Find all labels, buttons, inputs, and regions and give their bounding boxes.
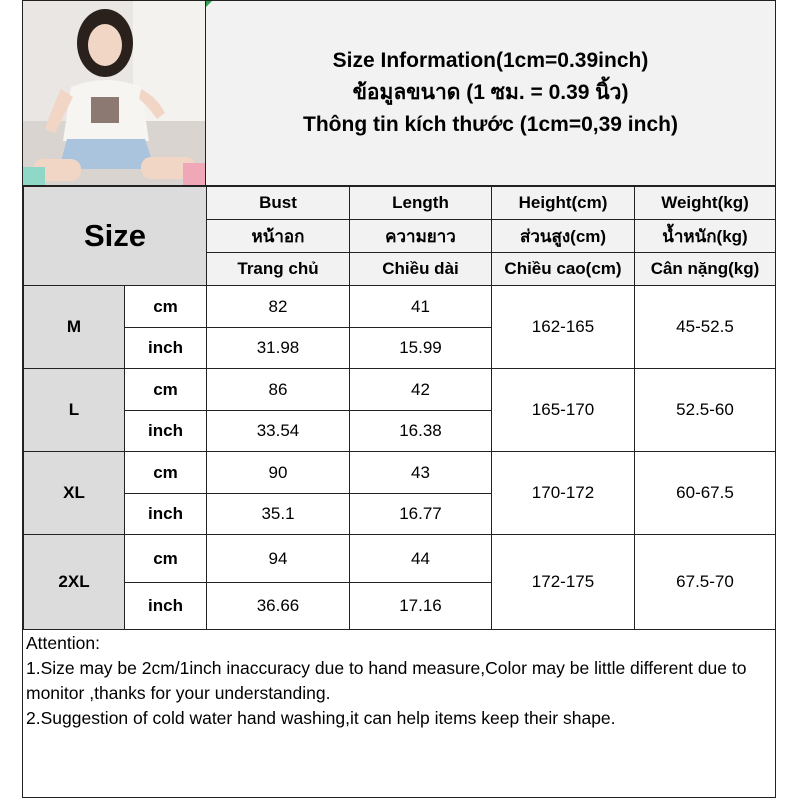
col-bust-en: Bust [207, 187, 350, 220]
height-range: 172-175 [492, 535, 635, 630]
weight-range: 45-52.5 [635, 286, 776, 369]
unit-cm: cm [125, 535, 207, 583]
attention-notes [26, 631, 774, 731]
table-row [24, 535, 776, 583]
size-label-m: M [24, 286, 125, 369]
unit-cm: cm [125, 286, 207, 328]
model-photo [23, 1, 206, 186]
length-cm: 41 [350, 286, 492, 328]
header-row-english [24, 187, 776, 220]
corner-marker [206, 1, 212, 7]
unit-inch: inch [125, 494, 207, 535]
col-bust-vi: Trang chủ [207, 253, 350, 286]
size-label-2xl: 2XL [24, 535, 125, 630]
attention-note-1: 1.Size may be 2cm/1inch inaccuracy due to hand measure,Color may be little different due to monitor ,thanks for your understanding. [26, 658, 747, 703]
bust-inch: 35.1 [207, 494, 350, 535]
unit-inch: inch [125, 328, 207, 369]
size-information-header [206, 1, 775, 186]
attention-title: Attention: [26, 633, 100, 653]
table-row [24, 369, 776, 411]
size-table [23, 186, 776, 630]
col-weight-vi: Cân nặng(kg) [635, 253, 776, 286]
bust-cm: 82 [207, 286, 350, 328]
length-inch: 17.16 [350, 583, 492, 630]
height-range: 162-165 [492, 286, 635, 369]
size-column-header: Size [24, 187, 207, 286]
weight-range: 60-67.5 [635, 452, 776, 535]
length-cm: 44 [350, 535, 492, 583]
size-label-xl: XL [24, 452, 125, 535]
header-line-thai: ข้อมูลขนาด (1 ซม. = 0.39 นิ้ว) [352, 81, 629, 104]
header-line-english: Size Information(1cm=0.39inch) [332, 49, 649, 72]
unit-inch: inch [125, 411, 207, 452]
height-range: 165-170 [492, 369, 635, 452]
model-photo-icon [23, 1, 206, 186]
length-inch: 15.99 [350, 328, 492, 369]
unit-cm: cm [125, 452, 207, 494]
bust-inch: 36.66 [207, 583, 350, 630]
col-length-en: Length [350, 187, 492, 220]
weight-range: 52.5-60 [635, 369, 776, 452]
col-weight-en: Weight(kg) [635, 187, 776, 220]
bust-inch: 33.54 [207, 411, 350, 452]
col-length-th: ความยาว [350, 220, 492, 253]
length-inch: 16.77 [350, 494, 492, 535]
col-bust-th: หน้าอก [207, 220, 350, 253]
bust-cm: 86 [207, 369, 350, 411]
col-length-vi: Chiều dài [350, 253, 492, 286]
col-height-en: Height(cm) [492, 187, 635, 220]
size-chart [22, 0, 776, 798]
bust-cm: 90 [207, 452, 350, 494]
header-line-vietnamese: Thông tin kích thước (1cm=0,39 inch) [303, 113, 678, 136]
length-inch: 16.38 [350, 411, 492, 452]
table-row [24, 452, 776, 494]
unit-cm: cm [125, 369, 207, 411]
table-row [24, 286, 776, 328]
size-label-l: L [24, 369, 125, 452]
bust-inch: 31.98 [207, 328, 350, 369]
unit-inch: inch [125, 583, 207, 630]
col-height-th: ส่วนสูง(cm) [492, 220, 635, 253]
weight-range: 67.5-70 [635, 535, 776, 630]
col-height-vi: Chiều cao(cm) [492, 253, 635, 286]
height-range: 170-172 [492, 452, 635, 535]
length-cm: 42 [350, 369, 492, 411]
col-weight-th: น้ำหนัก(kg) [635, 220, 776, 253]
length-cm: 43 [350, 452, 492, 494]
bust-cm: 94 [207, 535, 350, 583]
attention-note-2: 2.Suggestion of cold water hand washing,it can help items keep their shape. [26, 708, 616, 728]
